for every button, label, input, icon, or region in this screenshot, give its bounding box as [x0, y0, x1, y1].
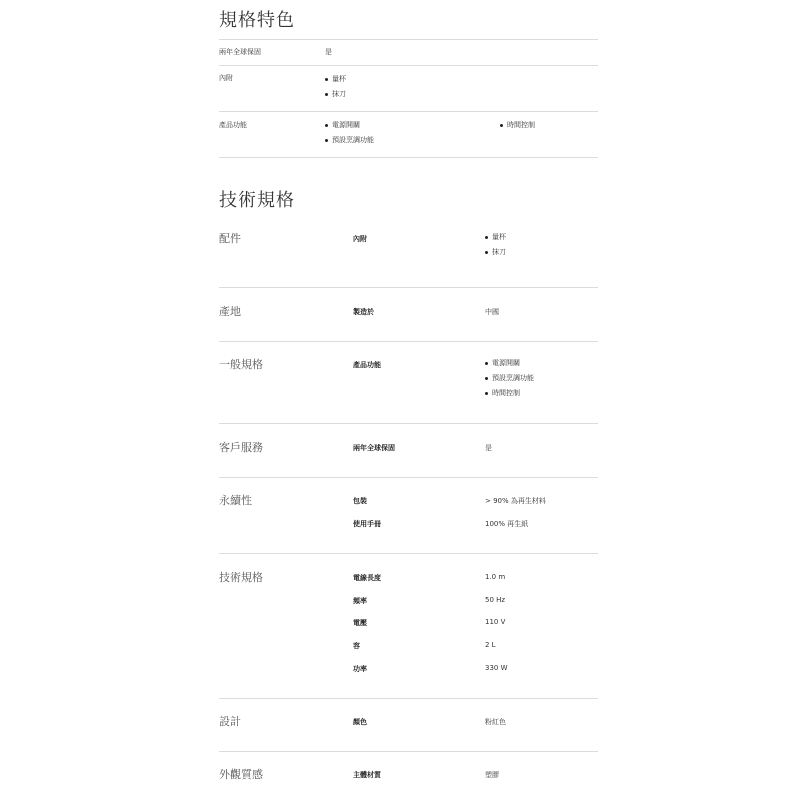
feature-warranty-label: 兩年全球保固	[219, 48, 261, 56]
divider	[219, 553, 598, 554]
spec-value: 粉紅色	[485, 718, 506, 726]
spec-key: 功率	[353, 665, 367, 673]
spec-category-finish: 外觀質感	[219, 768, 263, 781]
spec-value: 50 Hz	[485, 596, 506, 604]
spec-value-list	[485, 356, 534, 401]
spec-key: 產品功能	[353, 361, 381, 369]
spec-value: 330 W	[485, 664, 508, 672]
spec-key: 內附	[353, 235, 367, 243]
list-item: 時間控制	[500, 118, 535, 133]
spec-key: 電線長度	[353, 574, 381, 582]
list-item: 電源開關	[485, 356, 534, 371]
feature-included-label: 內附	[219, 74, 233, 82]
spec-key: 主體材質	[353, 771, 381, 779]
spec-category-accessories: 配件	[219, 232, 241, 245]
divider	[219, 157, 598, 158]
list-item: 抹刀	[485, 245, 506, 260]
spec-category-general: 一般規格	[219, 358, 263, 371]
spec-key: 頻率	[353, 597, 367, 605]
spec-value: 是	[485, 444, 492, 452]
features-title: 規格特色	[219, 10, 295, 31]
spec-category-sustainability: 永續性	[219, 494, 252, 507]
spec-key: 容	[353, 642, 360, 650]
divider	[219, 111, 598, 112]
spec-key: 製造於	[353, 308, 374, 316]
divider	[219, 423, 598, 424]
spec-key: 包裝	[353, 497, 367, 505]
spec-category-design: 設計	[219, 715, 241, 728]
spec-category-service: 客戶服務	[219, 441, 263, 454]
list-item: 預設烹調功能	[485, 371, 534, 386]
spec-key: 顏色	[353, 718, 367, 726]
list-item: 預設烹調功能	[325, 133, 374, 148]
feature-functions-label: 產品功能	[219, 121, 247, 129]
spec-value: > 90% 為再生材料	[485, 497, 546, 505]
feature-functions-list-2	[500, 118, 535, 133]
spec-value-list	[485, 230, 506, 260]
tech-spec-title: 技術規格	[219, 190, 295, 211]
spec-key: 使用手冊	[353, 520, 381, 528]
list-item: 抹刀	[325, 87, 346, 102]
divider	[219, 39, 598, 40]
divider	[219, 341, 598, 342]
feature-included-list	[325, 72, 346, 102]
spec-category-technical: 技術規格	[219, 571, 263, 584]
list-item: 量杯	[325, 72, 346, 87]
spec-value: 100% 再生紙	[485, 520, 529, 528]
spec-key: 兩年全球保固	[353, 444, 395, 452]
spec-value: 1.0 m	[485, 573, 506, 581]
divider	[219, 477, 598, 478]
spec-value: 中國	[485, 308, 499, 316]
divider	[219, 698, 598, 699]
list-item: 電源開關	[325, 118, 374, 133]
spec-key: 電壓	[353, 619, 367, 627]
spec-value: 110 V	[485, 618, 506, 626]
feature-functions-list-1	[325, 118, 374, 148]
spec-value: 塑膠	[485, 771, 499, 779]
divider	[219, 287, 598, 288]
spec-value: 2 L	[485, 641, 496, 649]
feature-warranty-value: 是	[325, 48, 332, 56]
list-item: 量杯	[485, 230, 506, 245]
spec-category-origin: 產地	[219, 305, 241, 318]
divider	[219, 65, 598, 66]
list-item: 時間控制	[485, 386, 534, 401]
divider	[219, 751, 598, 752]
